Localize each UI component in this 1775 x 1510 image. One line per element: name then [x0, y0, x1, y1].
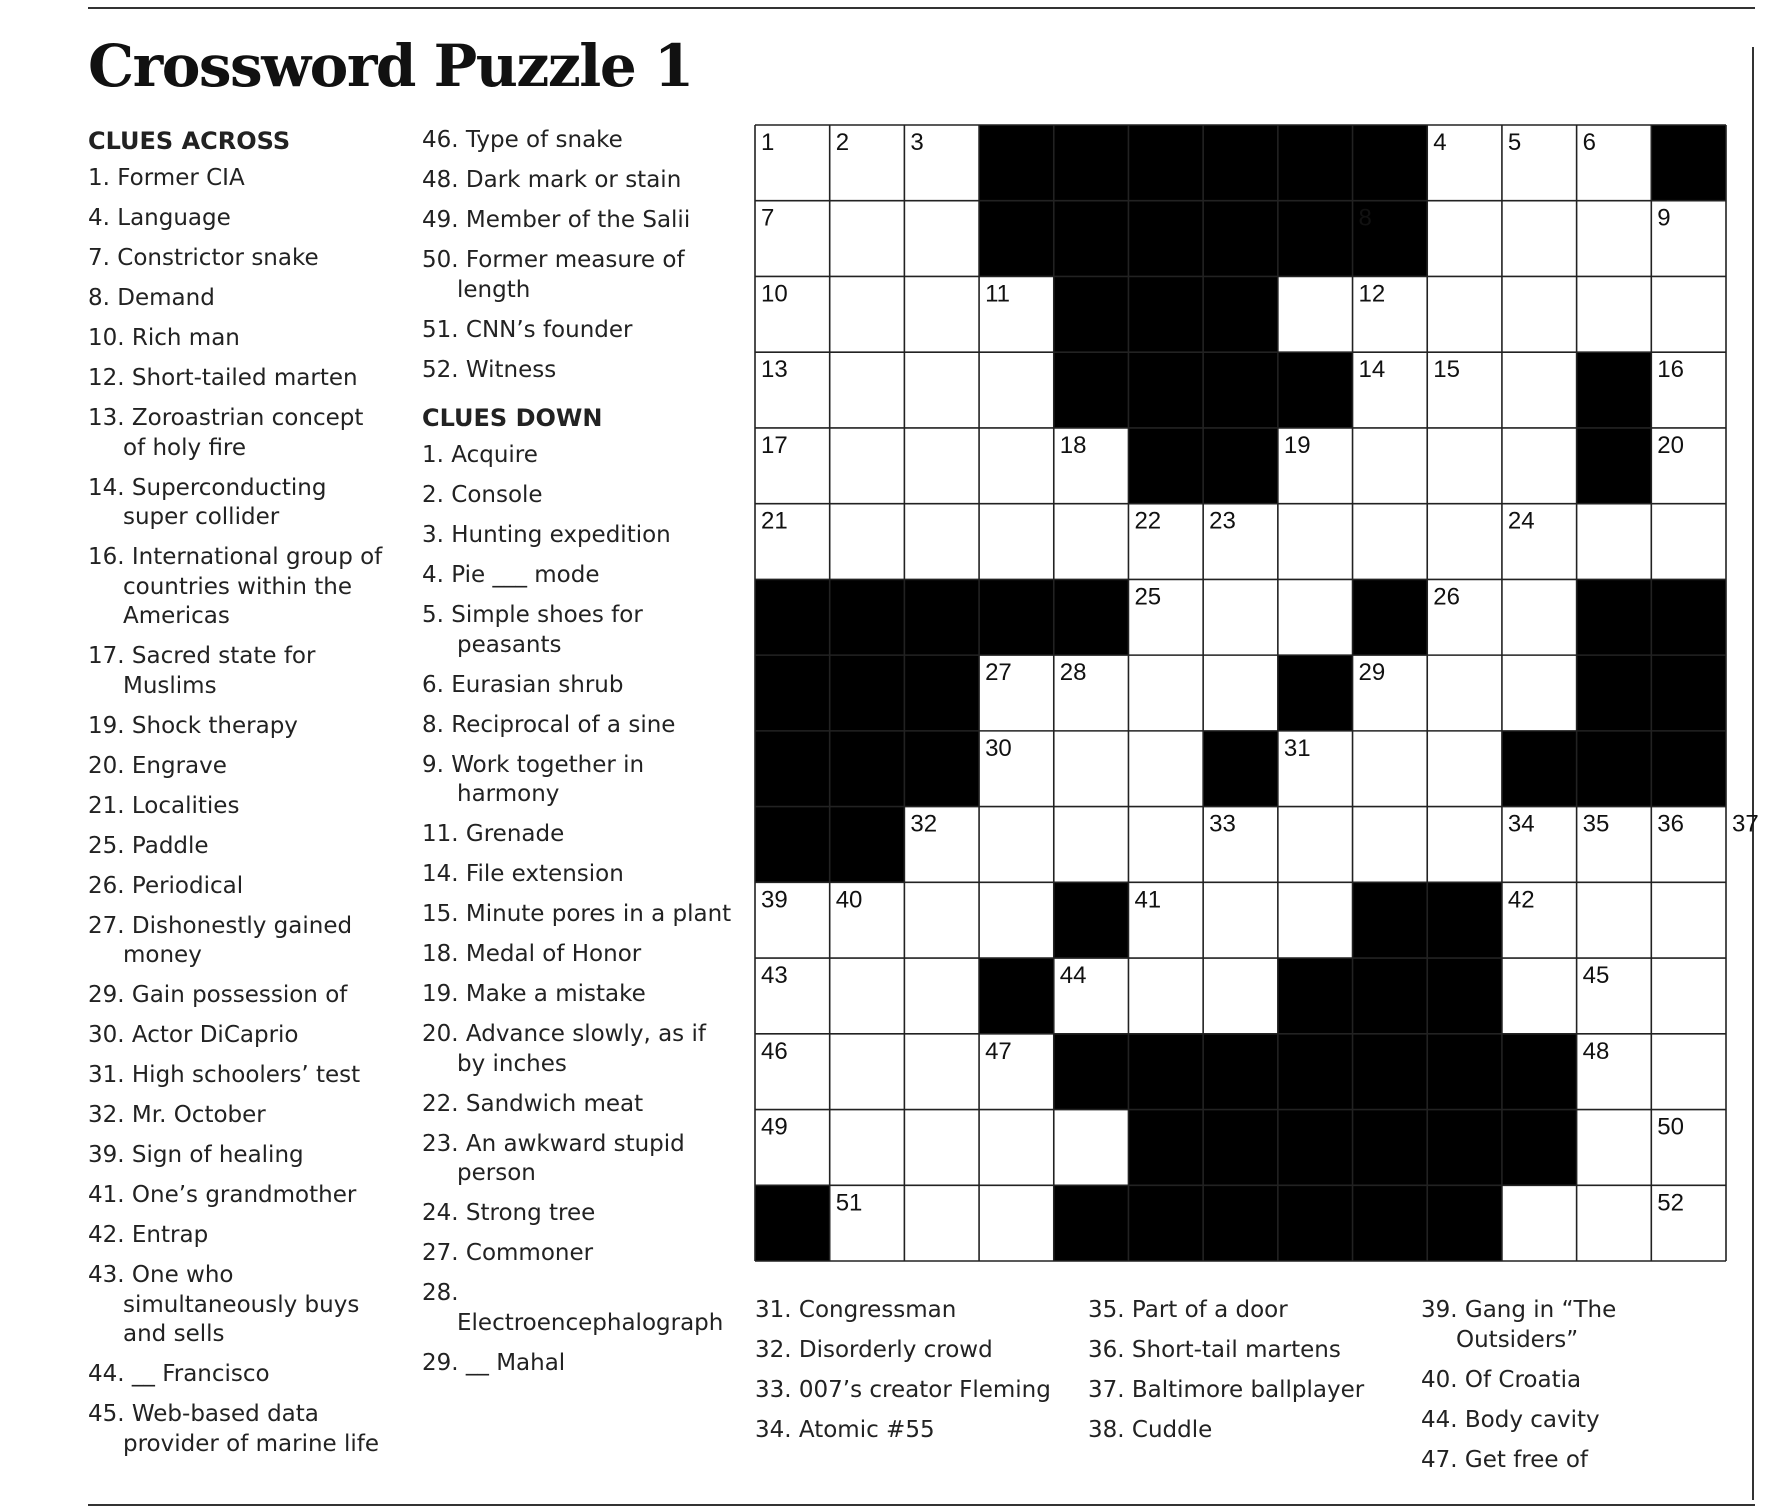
cell-number: 12	[1358, 280, 1386, 308]
block-cell	[1054, 276, 1129, 352]
block-cell	[1577, 428, 1652, 504]
down-clue-14: 14. File extension	[422, 861, 624, 887]
across-clue-21: 21. Localities	[88, 792, 240, 819]
answer-cell[interactable]	[1577, 1110, 1652, 1186]
cell-number: 52	[1657, 1189, 1685, 1217]
cell-number: 6	[1582, 129, 1596, 156]
across-clue-46: 46. Type of snake	[422, 127, 623, 153]
cell-number: 28	[1059, 659, 1087, 687]
block-cell	[979, 958, 1054, 1034]
down-clue-2: 2. Console	[422, 482, 543, 508]
down-clues-bottom-col3	[1421, 1296, 1721, 1486]
block-cell	[1203, 1185, 1278, 1261]
answer-cell[interactable]	[1278, 807, 1353, 883]
block-cell	[1353, 958, 1428, 1034]
clues-down-heading: CLUES DOWN	[422, 404, 603, 432]
across-clue-20: 20. Engrave	[88, 752, 227, 779]
block-cell	[755, 579, 830, 655]
cell-number: 40	[835, 886, 863, 914]
cell-number: 36	[1657, 810, 1685, 838]
answer-cell[interactable]	[1427, 201, 1502, 277]
answer-cell[interactable]	[1203, 958, 1278, 1034]
across-clue-7: 7. Constrictor snake	[88, 245, 319, 271]
block-cell	[1502, 1034, 1577, 1110]
across-clue-list-continued	[422, 126, 732, 385]
answer-cell[interactable]	[1651, 958, 1726, 1034]
block-cell	[1278, 958, 1353, 1034]
answer-cell[interactable]	[1427, 731, 1502, 807]
block-cell	[1427, 958, 1502, 1034]
cell-number: 19	[1283, 431, 1311, 459]
down-clue-9: 9. Work together in harmony	[422, 751, 645, 807]
block-cell	[830, 655, 905, 731]
answer-cell[interactable]	[904, 428, 979, 504]
block-cell	[1502, 731, 1577, 807]
down-clue-37: 37. Baltimore ballplayer	[1088, 1377, 1365, 1403]
down-clue-18: 18. Medal of Honor	[422, 941, 642, 967]
down-clue-list	[422, 441, 732, 1378]
block-cell	[1128, 125, 1203, 201]
block-cell	[1128, 276, 1203, 352]
cell-number: 15	[1433, 356, 1460, 384]
answer-cell[interactable]	[1577, 1185, 1652, 1261]
across-clue-41: 41. One’s grandmother	[88, 1182, 357, 1208]
cell-number: 24	[1507, 507, 1535, 535]
down-clue-4: 4. Pie ___ mode	[422, 562, 600, 588]
block-cell	[1577, 731, 1652, 807]
cell-number: 32	[910, 810, 938, 838]
answer-cell[interactable]	[1502, 579, 1577, 655]
across-clue-42: 42. Entrap	[88, 1222, 209, 1248]
answer-cell[interactable]	[1353, 731, 1428, 807]
cell-number: 29	[1358, 659, 1386, 687]
down-clue-list-b2	[1088, 1296, 1398, 1446]
cell-number: 35	[1582, 810, 1610, 838]
across-clue-32: 32. Mr. October	[88, 1102, 266, 1128]
cell-number: 49	[761, 1113, 788, 1141]
answer-cell[interactable]	[1502, 201, 1577, 277]
across-clue-52: 52. Witness	[422, 356, 557, 383]
block-cell	[979, 201, 1054, 277]
down-clue-33: 33. 007’s creator Fleming	[755, 1377, 1051, 1403]
across-clue-13: 13. Zoroastrian concept of holy fire	[88, 405, 364, 461]
down-clue-6: 6. Eurasian shrub	[422, 671, 624, 698]
cell-number: 23	[1209, 507, 1236, 535]
answer-cell[interactable]	[904, 1034, 979, 1110]
cell-number: 46	[761, 1037, 788, 1065]
block-cell	[904, 731, 979, 807]
answer-cell[interactable]	[1427, 428, 1502, 504]
down-clue-27: 27. Commoner	[422, 1240, 594, 1266]
cell-number: 25	[1134, 583, 1162, 611]
down-clue-list-b3	[1421, 1296, 1721, 1475]
answer-cell[interactable]	[1651, 1034, 1726, 1110]
block-cell	[1278, 1185, 1353, 1261]
block-cell	[1278, 352, 1353, 428]
answer-cell[interactable]	[979, 428, 1054, 504]
cell-number: 17	[761, 431, 788, 459]
block-cell	[830, 579, 905, 655]
block-cell	[1278, 201, 1353, 277]
answer-cell[interactable]	[1128, 731, 1203, 807]
block-cell	[1278, 1034, 1353, 1110]
answer-cell[interactable]	[1427, 276, 1502, 352]
down-clue-47: 47. Get free of	[1421, 1446, 1589, 1473]
answer-cell[interactable]	[1502, 276, 1577, 352]
block-cell	[1278, 1110, 1353, 1186]
clues-across-heading: CLUES ACROSS	[88, 127, 291, 155]
block-cell	[1427, 1110, 1502, 1186]
answer-cell[interactable]	[904, 352, 979, 428]
block-cell	[1427, 1034, 1502, 1110]
answer-cell[interactable]	[1577, 504, 1652, 580]
down-clue-38: 38. Cuddle	[1088, 1417, 1213, 1443]
answer-cell[interactable]	[1427, 807, 1502, 883]
block-cell	[1427, 882, 1502, 958]
across-clue-50: 50. Former measure of length	[422, 247, 685, 303]
block-cell	[1203, 352, 1278, 428]
block-cell	[830, 807, 905, 883]
answer-cell[interactable]	[979, 882, 1054, 958]
block-cell	[1651, 579, 1726, 655]
block-cell	[1353, 1034, 1428, 1110]
across-clue-1: 1. Former CIA	[88, 165, 245, 191]
answer-cell[interactable]	[1128, 958, 1203, 1034]
cell-number: 44	[1059, 962, 1087, 990]
answer-cell[interactable]	[904, 504, 979, 580]
block-cell	[1203, 201, 1278, 277]
answer-cell[interactable]	[1427, 655, 1502, 731]
block-cell	[755, 655, 830, 731]
cell-number: 9	[1657, 204, 1671, 232]
answer-cell[interactable]	[1054, 504, 1129, 580]
answer-cell[interactable]	[830, 1034, 905, 1110]
block-cell	[904, 579, 979, 655]
cell-number: 31	[1283, 734, 1311, 762]
block-cell	[1128, 428, 1203, 504]
across-clue-44: 44. __ Francisco	[88, 1361, 270, 1387]
answer-cell[interactable]	[830, 1110, 905, 1186]
clues-mid-column	[422, 126, 732, 1389]
answer-cell[interactable]	[904, 276, 979, 352]
down-clue-22: 22. Sandwich meat	[422, 1090, 644, 1117]
across-clue-51: 51. CNN’s founder	[422, 316, 633, 343]
answer-cell[interactable]	[979, 1185, 1054, 1261]
right-rule	[1752, 47, 1754, 1500]
block-cell	[1353, 1110, 1428, 1186]
answer-cell[interactable]	[1278, 504, 1353, 580]
down-clues-bottom-col1	[755, 1296, 1065, 1456]
answer-cell[interactable]	[1502, 958, 1577, 1034]
across-clue-17: 17. Sacred state for Muslims	[88, 643, 316, 699]
across-clue-19: 19. Shock therapy	[88, 712, 298, 739]
cell-number: 11	[985, 280, 1010, 308]
answer-cell[interactable]	[1128, 807, 1203, 883]
answer-cell[interactable]	[1651, 276, 1726, 352]
answer-cell[interactable]	[1651, 504, 1726, 580]
cell-number: 22	[1134, 507, 1162, 535]
answer-cell[interactable]	[830, 276, 905, 352]
answer-cell[interactable]	[830, 428, 905, 504]
answer-cell[interactable]	[1054, 731, 1129, 807]
across-clue-29: 29. Gain possession of	[88, 982, 348, 1008]
block-cell	[755, 807, 830, 883]
answer-cell[interactable]	[1577, 276, 1652, 352]
across-clue-25: 25. Paddle	[88, 832, 209, 859]
page-title: Crossword Puzzle 1	[88, 32, 693, 100]
down-clue-35: 35. Part of a door	[1088, 1297, 1288, 1323]
cell-number: 51	[835, 1189, 863, 1217]
block-cell	[1054, 882, 1129, 958]
cell-number: 16	[1657, 356, 1685, 384]
block-cell	[1203, 125, 1278, 201]
answer-cell[interactable]	[1278, 579, 1353, 655]
cell-number: 2	[835, 129, 850, 156]
down-clue-24: 24. Strong tree	[422, 1200, 596, 1226]
cell-number: 4	[1433, 129, 1447, 156]
block-cell	[1278, 125, 1353, 201]
down-clue-11: 11. Grenade	[422, 821, 565, 847]
down-clue-20: 20. Advance slowly, as if by inches	[422, 1021, 706, 1077]
block-cell	[1054, 201, 1129, 277]
across-clue-4: 4. Language	[88, 205, 231, 231]
block-cell	[755, 731, 830, 807]
answer-cell[interactable]	[1353, 504, 1428, 580]
block-cell	[1128, 352, 1203, 428]
answer-cell[interactable]	[1502, 1185, 1577, 1261]
cell-number: 8	[1358, 204, 1372, 232]
answer-cell[interactable]	[1128, 655, 1203, 731]
answer-cell[interactable]	[1054, 1110, 1129, 1186]
block-cell	[1353, 1185, 1428, 1261]
across-clue-31: 31. High schoolers’ test	[88, 1062, 361, 1088]
block-cell	[1203, 276, 1278, 352]
cell-number: 33	[1209, 810, 1236, 838]
answer-cell[interactable]	[1502, 428, 1577, 504]
block-cell	[979, 125, 1054, 201]
answer-cell[interactable]	[904, 958, 979, 1034]
block-cell	[1353, 882, 1428, 958]
cell-number: 39	[761, 886, 788, 914]
across-clue-8: 8. Demand	[88, 285, 215, 311]
bottom-rule	[88, 1504, 1755, 1506]
across-clue-12: 12. Short-tailed marten	[88, 365, 358, 391]
across-clue-list	[88, 164, 388, 1459]
answer-cell[interactable]	[979, 352, 1054, 428]
down-clue-23: 23. An awkward stupid person	[422, 1130, 685, 1186]
cell-number: 21	[761, 507, 788, 535]
across-clue-14: 14. Superconducting super collider	[88, 474, 327, 530]
answer-cell[interactable]	[1427, 504, 1502, 580]
cell-number: 47	[985, 1037, 1012, 1065]
block-cell	[1128, 201, 1203, 277]
cell-number: 50	[1657, 1113, 1685, 1141]
down-clue-list-b1	[755, 1296, 1065, 1446]
block-cell	[904, 655, 979, 731]
down-clue-19: 19. Make a mistake	[422, 981, 646, 1007]
block-cell	[1054, 352, 1129, 428]
cell-number: 34	[1507, 810, 1535, 838]
across-clue-16: 16. International group of countries within the Americas	[88, 544, 383, 629]
cell-number: 10	[761, 280, 788, 308]
down-clue-36: 36. Short-tail martens	[1088, 1337, 1341, 1363]
block-cell	[1651, 731, 1726, 807]
block-cell	[1353, 125, 1428, 201]
down-clue-29: 29. __ Mahal	[422, 1349, 566, 1376]
answer-cell[interactable]	[904, 201, 979, 277]
answer-cell[interactable]	[1054, 807, 1129, 883]
answer-cell[interactable]	[979, 504, 1054, 580]
clues-across-column	[88, 126, 388, 1470]
cell-number: 5	[1507, 129, 1522, 156]
cell-number: 45	[1582, 962, 1610, 990]
answer-cell[interactable]	[1278, 882, 1353, 958]
answer-cell[interactable]	[1353, 807, 1428, 883]
block-cell	[1128, 1034, 1203, 1110]
block-cell	[1577, 579, 1652, 655]
block-cell	[1054, 579, 1129, 655]
block-cell	[1427, 1185, 1502, 1261]
down-clue-3: 3. Hunting expedition	[422, 522, 671, 548]
answer-cell[interactable]	[830, 201, 905, 277]
down-clue-8: 8. Reciprocal of a sine	[422, 711, 676, 738]
cell-number: 30	[985, 734, 1012, 762]
answer-cell[interactable]	[1502, 352, 1577, 428]
across-clue-30: 30. Actor DiCaprio	[88, 1022, 299, 1048]
block-cell	[1054, 125, 1129, 201]
down-clue-28: 28. Electroencephalograph	[422, 1280, 724, 1336]
cell-number: 7	[761, 204, 775, 232]
block-cell	[1278, 655, 1353, 731]
down-clue-31: 31. Congressman	[755, 1297, 957, 1323]
block-cell	[979, 579, 1054, 655]
block-cell	[1203, 1110, 1278, 1186]
across-clue-49: 49. Member of the Salii	[422, 207, 691, 233]
across-clue-48: 48. Dark mark or stain	[422, 167, 682, 193]
answer-cell[interactable]	[1203, 882, 1278, 958]
across-clue-43: 43. One who simultaneously buys and sells	[88, 1262, 360, 1347]
cell-number: 18	[1059, 431, 1087, 459]
down-clue-44: 44. Body cavity	[1421, 1406, 1600, 1433]
answer-cell[interactable]	[1651, 882, 1726, 958]
cell-number: 41	[1134, 886, 1162, 914]
block-cell	[1054, 1034, 1129, 1110]
answer-cell[interactable]	[904, 1185, 979, 1261]
cell-number: 3	[910, 129, 924, 156]
answer-cell[interactable]	[1577, 201, 1652, 277]
cell-number: 26	[1433, 583, 1460, 611]
cell-number: 14	[1358, 356, 1386, 384]
answer-cell[interactable]	[830, 504, 905, 580]
cell-number: 37	[1732, 810, 1759, 838]
answer-cell[interactable]	[904, 882, 979, 958]
answer-cell[interactable]	[1502, 655, 1577, 731]
answer-cell[interactable]	[1353, 428, 1428, 504]
block-cell	[1054, 1185, 1129, 1261]
cell-number: 13	[761, 356, 788, 384]
cell-number: 48	[1582, 1037, 1610, 1065]
answer-cell[interactable]	[1203, 579, 1278, 655]
block-cell	[1203, 428, 1278, 504]
answer-cell[interactable]	[830, 352, 905, 428]
down-clue-32: 32. Disorderly crowd	[755, 1337, 993, 1363]
crossword-grid	[754, 124, 1759, 1262]
answer-cell[interactable]	[979, 1110, 1054, 1186]
answer-cell[interactable]	[904, 1110, 979, 1186]
block-cell	[1203, 1034, 1278, 1110]
top-rule	[88, 7, 1755, 9]
block-cell	[1128, 1185, 1203, 1261]
block-cell	[1577, 352, 1652, 428]
block-cell	[1128, 1110, 1203, 1186]
across-clue-27: 27. Dishonestly gained money	[88, 912, 353, 968]
answer-cell[interactable]	[979, 807, 1054, 883]
answer-cell[interactable]	[1203, 655, 1278, 731]
across-clue-26: 26. Periodical	[88, 872, 244, 899]
down-clue-39: 39. Gang in “The Outsiders”	[1421, 1297, 1617, 1353]
cell-number: 1	[761, 129, 775, 156]
answer-cell[interactable]	[1577, 882, 1652, 958]
block-cell	[1651, 125, 1726, 201]
down-clue-1: 1. Acquire	[422, 442, 538, 468]
cell-number: 43	[761, 962, 788, 990]
down-clue-40: 40. Of Croatia	[1421, 1366, 1582, 1393]
block-cell	[1502, 1110, 1577, 1186]
across-clue-10: 10. Rich man	[88, 325, 240, 351]
cell-number: 20	[1657, 431, 1685, 459]
down-clue-5: 5. Simple shoes for peasants	[422, 602, 643, 658]
block-cell	[1353, 579, 1428, 655]
across-clue-39: 39. Sign of healing	[88, 1142, 304, 1168]
block-cell	[1651, 655, 1726, 731]
down-clues-bottom-col2	[1088, 1296, 1398, 1456]
block-cell	[830, 731, 905, 807]
block-cell	[755, 1185, 830, 1261]
down-clue-34: 34. Atomic #55	[755, 1417, 935, 1443]
block-cell	[1203, 731, 1278, 807]
block-cell	[1577, 655, 1652, 731]
answer-cell[interactable]	[830, 958, 905, 1034]
cell-number: 27	[985, 659, 1012, 687]
down-clue-15: 15. Minute pores in a plant	[422, 901, 732, 927]
cell-number: 42	[1507, 886, 1535, 914]
across-clue-45: 45. Web-based data provider of marine life	[88, 1401, 380, 1457]
answer-cell[interactable]	[1278, 276, 1353, 352]
